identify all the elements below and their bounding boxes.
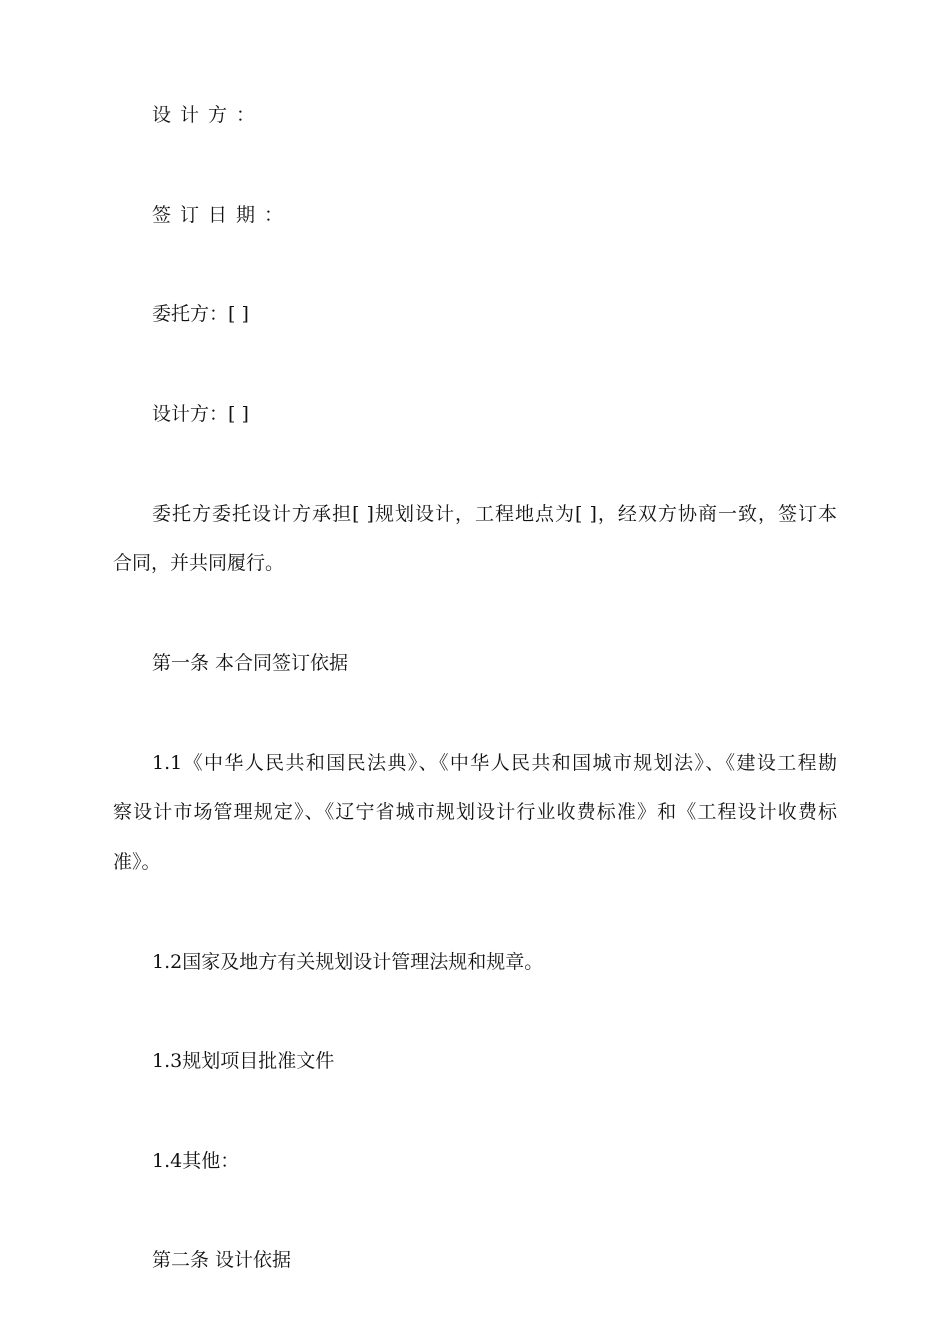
designer-line: 设计方：[ ] xyxy=(152,403,249,425)
intro-paragraph-line-1: 委托方委托设计方承担[ ]规划设计，工程地点为[ ]，经双方协商一致，签订本 xyxy=(152,503,837,525)
clause-1-1-line-3: 准》。 xyxy=(113,851,161,873)
client-line: 委托方：[ ] xyxy=(152,303,249,325)
clause-1-1-line-2: 察设计市场管理规定》、《辽宁省城市规划设计行业收费标准》和《工程设计收费标 xyxy=(113,801,837,823)
sign-date-label: 签订日期： xyxy=(152,204,293,226)
clause-1-2: 1.2国家及地方有关规划设计管理法规和规章。 xyxy=(152,951,544,973)
article-1-title: 第一条 本合同签订依据 xyxy=(152,652,349,674)
clause-1-4: 1.4其他： xyxy=(152,1150,240,1172)
intro-paragraph-line-2: 合同，并共同履行。 xyxy=(113,552,285,574)
article-2-title: 第二条 设计依据 xyxy=(152,1249,292,1271)
designer-label: 设计方： xyxy=(152,104,265,126)
clause-1-1-line-1: 1.1《中华人民共和国民法典》、《中华人民共和国城市规划法》、《建设工程勘 xyxy=(152,752,837,774)
clause-1-3: 1.3规划项目批准文件 xyxy=(152,1050,335,1072)
